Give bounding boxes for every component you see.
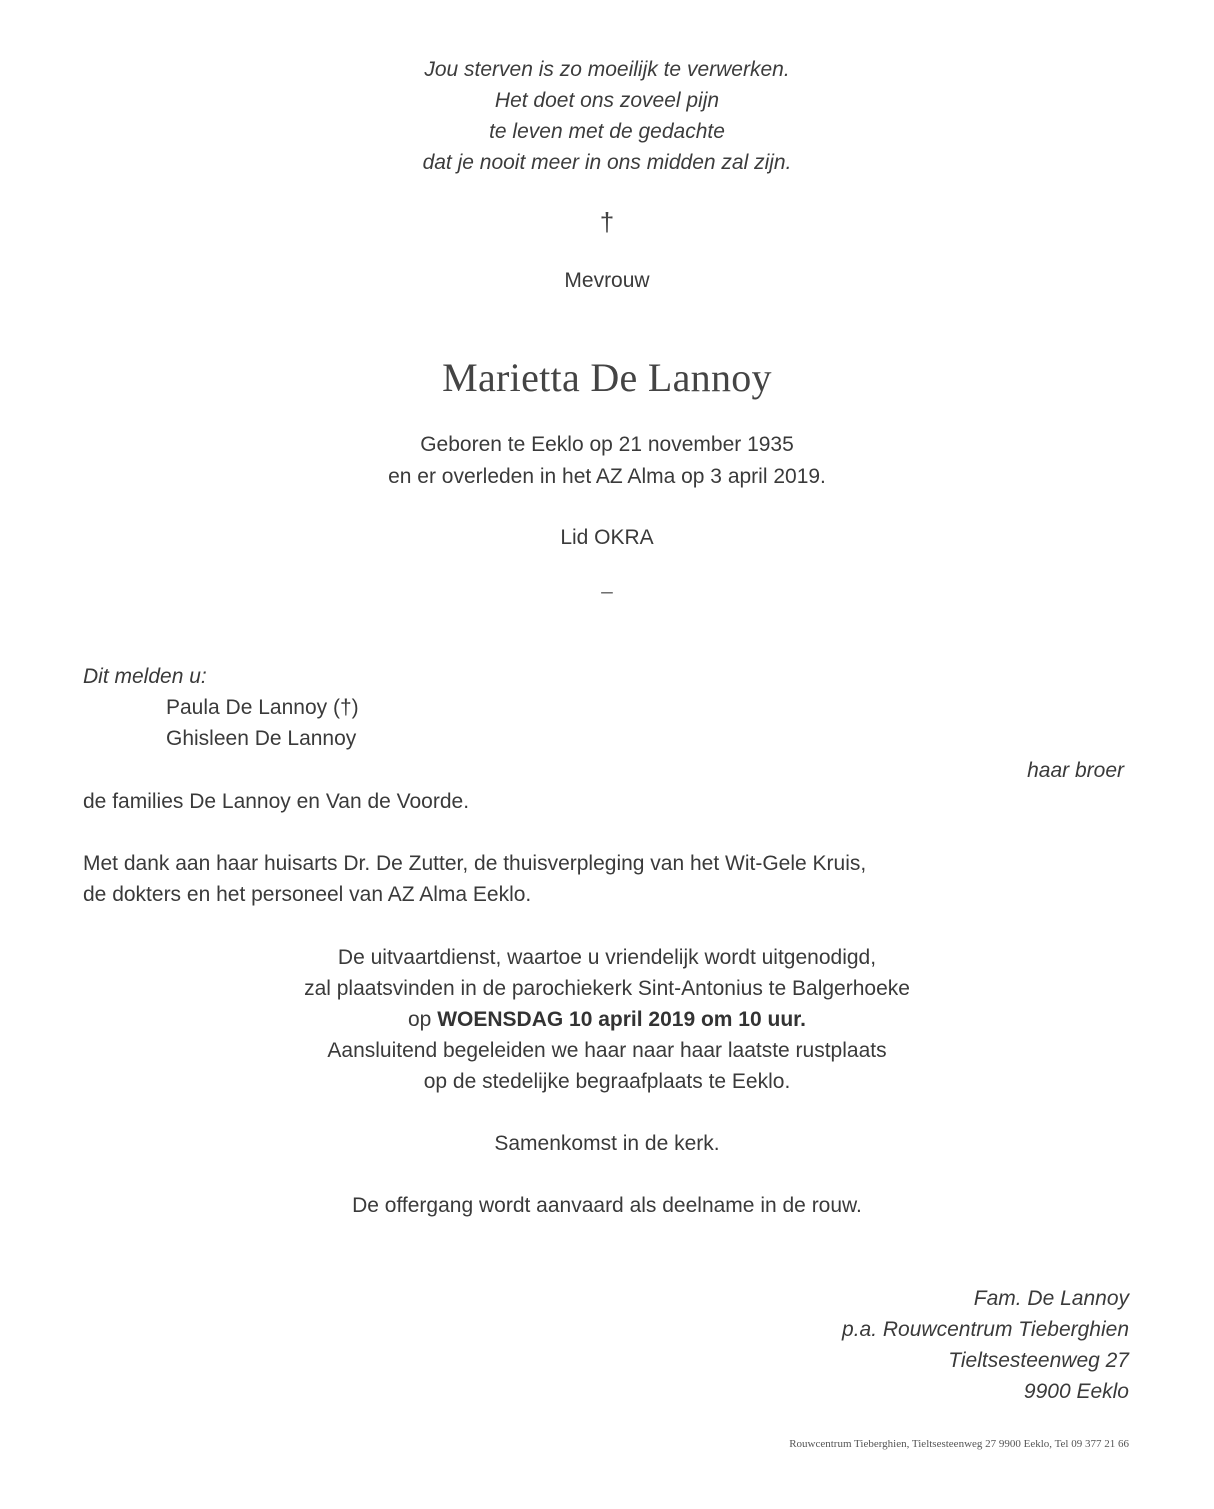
honorific: Mevrouw: [564, 269, 650, 292]
service-date: WOENSDAG 10 april 2019 om 10 uur.: [437, 1008, 806, 1031]
signature-line: p.a. Rouwcentrum Tieberghien: [842, 1318, 1129, 1341]
death-line: en er overleden in het AZ Alma op 3 april 2019.: [388, 465, 826, 488]
thanks-line: de dokters en het personeel van AZ Alma Eeklo.: [83, 883, 532, 906]
mourner-relation: haar broer: [1027, 759, 1124, 782]
birth-line: Geboren te Eeklo op 21 november 1935: [420, 433, 794, 456]
birth-death-info: [0, 429, 1214, 493]
funeral-service-info: [0, 942, 1214, 1097]
thanks-line: Met dank aan haar huisarts Dr. De Zutter, de thuisverpleging van het Wit-Gele Kruis,: [83, 852, 867, 875]
footer-contact: Rouwcentrum Tieberghien, Tieltsesteenweg 27 9900 Eeklo, Tel 09 377 21 66: [789, 1438, 1129, 1450]
poem-line: te leven met de gedachte: [489, 120, 725, 143]
signature-line: 9900 Eeklo: [1023, 1380, 1129, 1403]
poem-line: Het doet ons zoveel pijn: [494, 89, 720, 112]
service-line: De uitvaartdienst, waartoe u vriendelijk wordt uitgenodigd,: [337, 946, 877, 969]
poem: [0, 54, 1214, 178]
service-line: Aansluitend begeleiden we haar naar haar laatste rustplaats: [327, 1039, 887, 1062]
poem-line: Jou sterven is zo moeilijk te verwerken.: [424, 58, 790, 81]
service-line: zal plaatsvinden in de parochiekerk Sint-Antonius te Balgerhoeke: [304, 977, 910, 1000]
poem-line: dat je nooit meer in ons midden zal zijn.: [422, 151, 792, 174]
mourner-name: Ghisleen De Lannoy: [166, 727, 357, 750]
signature-block: [842, 1283, 1129, 1407]
gathering-note: Samenkomst in de kerk.: [494, 1132, 720, 1155]
service-date-line: [0, 1004, 1214, 1035]
service-line: op de stedelijke begraafplaats te Eeklo.: [423, 1070, 791, 1093]
offering-note: De offergang wordt aanvaard als deelname in de rouw.: [352, 1194, 862, 1217]
mourner-name: Paula De Lannoy (†): [166, 696, 359, 719]
signature-line: Fam. De Lannoy: [973, 1287, 1129, 1310]
deceased-name: Marietta De Lannoy: [442, 355, 772, 400]
separator: –: [601, 580, 613, 603]
cross-icon: †: [599, 207, 615, 237]
families-line: de families De Lannoy en Van de Voorde.: [83, 790, 470, 813]
membership: Lid OKRA: [560, 526, 654, 549]
service-date-prefix: op: [408, 1008, 438, 1031]
announce-intro: Dit melden u:: [83, 665, 207, 688]
signature-line: Tieltsesteenweg 27: [948, 1349, 1129, 1372]
